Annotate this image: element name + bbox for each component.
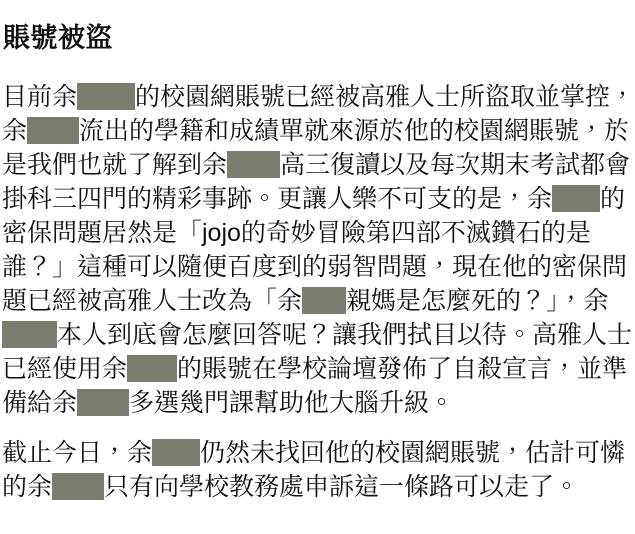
text-segment: 的賬號在學校論壇發佈了自殺宣言，並準 [177, 355, 628, 384]
text-line [2, 470, 600, 504]
article-page [0, 22, 635, 534]
text-segment: 是我們也就了解到余 [2, 151, 228, 180]
text-line [2, 250, 628, 284]
redaction-box [552, 185, 600, 212]
redaction-box [302, 287, 346, 314]
text-segment: 備給余 [2, 389, 78, 418]
text-segment: 誰？」這種可以隨便百度到的弱智問題，現在他的密保問 [2, 253, 628, 282]
text-line [2, 436, 626, 470]
paragraph [2, 80, 635, 420]
text-segment: 題已經被高雅人士改為「余 [2, 287, 303, 316]
text-line [2, 386, 600, 420]
text-line [2, 216, 600, 250]
redaction-box [227, 151, 280, 178]
text-segment: 流出的學籍和成績單就來源於他的校園網賬號，於 [79, 117, 630, 146]
text-segment: 掛科三四門的精彩事跡。更讓人樂不可支的是，余 [2, 185, 553, 214]
text-line [2, 284, 609, 318]
redaction-box [127, 355, 177, 382]
redaction-box [77, 83, 135, 110]
article [2, 22, 635, 504]
text-segment: 仍然未找回他的校園網賬號，估計可憐 [200, 439, 626, 468]
text-segment: 高三復讀以及每次期末考試都會 [280, 151, 631, 180]
page-title: 賬號被盜 [3, 23, 113, 53]
text-line [2, 352, 628, 386]
redaction-box [77, 389, 129, 416]
text-segment: 余 [2, 117, 28, 146]
text-line [2, 80, 635, 114]
redaction-box [152, 439, 200, 466]
text-line [2, 182, 626, 216]
text-segment: 的校園網賬號已經被高雅人士所盜取並掌控， [135, 83, 635, 112]
text-segment: 親媽是怎麼死的？」，余 [346, 287, 609, 316]
text-segment: 密保問題居然是「jojo的奇妙冒險第四部不滅鑽石的是 [2, 219, 591, 248]
text-line [2, 318, 633, 352]
text-segment: 的余 [2, 473, 53, 502]
paragraph [2, 436, 626, 504]
text-line [2, 114, 630, 148]
redaction-box [52, 473, 104, 500]
redaction-box [2, 321, 57, 348]
text-segment: 的 [600, 185, 626, 214]
text-segment: 目前余 [2, 83, 78, 112]
text-segment: 已經使用余 [2, 355, 128, 384]
text-segment: 本人到底會怎麼回答呢？讓我們拭目以待。高雅人士 [57, 321, 633, 350]
text-segment: 只有向學校教務處申訴這一條路可以走了。 [104, 473, 580, 502]
redaction-box [27, 117, 79, 144]
article-body [2, 80, 635, 504]
text-segment: 截止今日，余 [2, 439, 153, 468]
text-segment: 多選幾門課幫助他大腦升級。 [129, 389, 455, 418]
text-line [2, 148, 631, 182]
